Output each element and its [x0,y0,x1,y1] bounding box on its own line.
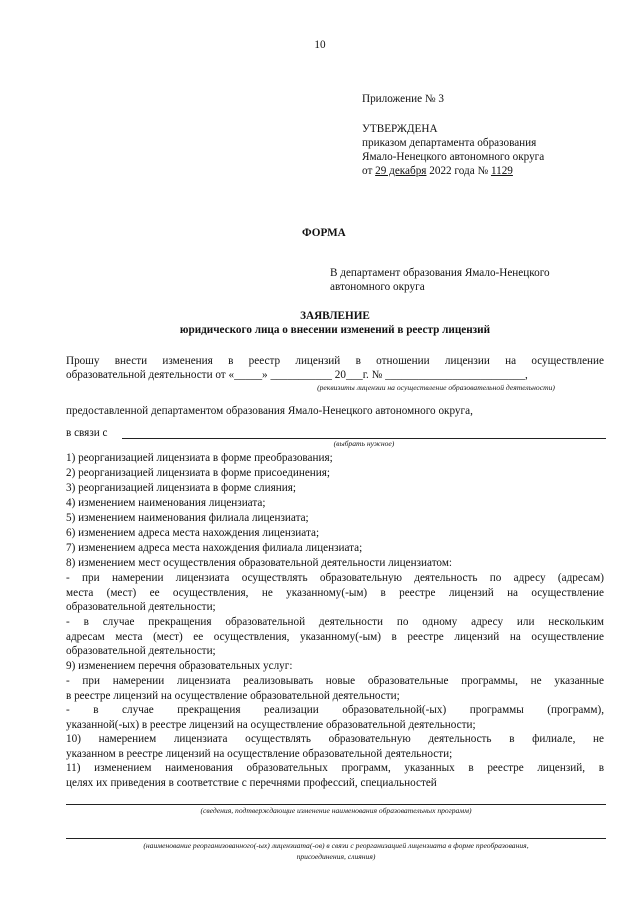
reason-item-10 [66,732,604,761]
approved-label: УТВЕРЖДЕНА [362,123,438,135]
license-day-blank: _____ [234,369,263,381]
subitem-line: - при намерении лицензиата реализовывать новые образовательные программы, не указанные [66,675,604,687]
subitem-line: образовательной деятельности; [66,645,216,658]
subitem-line: адресам места (мест) ее осуществления, указанному(-ым) в реестре лицензий на осуществление [66,630,604,643]
request-line-1: Прошу внести изменения в реестр лицензий в отношении лицензии на осуществление [66,355,604,367]
reason-item-5: 5) изменением наименования филиала лицензиата; [66,512,309,524]
item-line: 10) намерением лицензиата осуществлять образовательную деятельность в филиале, не [66,733,604,745]
reorg-caption-line-2: присоединения, слияния) [296,852,376,861]
reason-item-9-subitem-b [66,703,604,732]
programs-fill-line[interactable] [66,804,606,805]
subitem-line: в реестре лицензий на осуществление образовательной деятельности; [66,689,400,702]
reason-item-3: 3) реорганизацией лицензиата в форме слияния; [66,482,296,494]
due-to-label: в связи с [66,427,108,439]
select-needed-caption: (выбрать нужное) [333,439,395,448]
order-number: 1129 [490,165,513,177]
reason-item-7: 7) изменением адреса места нахождения филиала лицензиата; [66,542,363,554]
request-line-2 [66,368,604,382]
subitem-line: места (мест) ее осуществления, не указанному(-ым) в реестре лицензий на осуществление [66,586,604,599]
programs-caption: (сведения, подтверждающие изменение наименования образовательных программ) [200,806,472,815]
appendix-label: Приложение № 3 [362,93,444,105]
reason-item-2: 2) реорганизацией лицензиата в форме присоединения; [66,467,331,479]
license-details-caption: (реквизиты лицензии на осуществление образовательной деятельности) [317,383,555,392]
subitem-line: - в случае прекращения образовательной деятельности по одному адресу или нескольким [66,616,604,628]
reason-item-11 [66,761,604,790]
request-line-2-start: образовательной деятельности от « [66,369,235,381]
page-number: 10 [314,39,326,51]
reason-item-6: 6) изменением адреса места нахождения лицензиата; [66,527,320,539]
request-line-2-mid: » ___________ 20___г. № [262,369,386,381]
subitem-line: указанной(-ых) в реестре лицензий на осуществление образовательной деятельности; [66,718,476,731]
recipient-line-1: В департамент образования Ямало-Ненецкого [330,267,550,279]
reason-item-8-subitem-a [66,571,604,615]
subitem-line: - в случае прекращения реализации образовательной(-ых) программы (программ), [66,704,604,716]
order-date-line [362,164,513,178]
recipient-line-2: автономного округа [330,281,425,293]
license-number-blank: _________________________, [385,369,528,381]
document-title: ЗАЯВЛЕНИЕ [300,310,370,322]
form-label: ФОРМА [302,227,346,239]
order-date: 29 декабря [375,165,427,177]
subitem-line: образовательной деятельности; [66,601,216,614]
reorg-fill-line[interactable] [66,838,606,839]
item-line: целях их приведения в соответствие с перечнями профессий, специальностей [66,776,437,789]
item-line: 11) изменением наименования образовательных программ, указанных в реестре лицензий, в [66,762,604,774]
provided-by-line: предоставленной департаментом образования Ямало-Ненецкого автономного округа, [66,405,473,417]
order-line-1: приказом департамента образования [362,137,537,149]
reason-item-1: 1) реорганизацией лицензиата в форме преобразования; [66,452,333,464]
reason-item-9-subitem-a [66,674,604,703]
reason-item-4: 4) изменением наименования лицензиата; [66,497,266,509]
item-line: указанном в реестре лицензий на осуществление образовательной деятельности; [66,747,453,760]
reason-item-8: 8) изменением мест осуществления образовательной деятельности лицензиатом: [66,557,453,569]
date-prefix: от [362,165,376,177]
reason-item-9: 9) изменением перечня образовательных услуг: [66,660,293,672]
document-subtitle: юридического лица о внесении изменений в реестр лицензий [179,324,491,336]
order-line-2: Ямало-Ненецкого автономного округа [362,151,545,163]
reorg-caption-line-1: (наименование реорганизованного(-ых) лицензиата(-ов) в связи с реорганизацией лицензиата в форме преобразования, [143,841,529,850]
date-middle: 2022 года № [426,165,491,177]
subitem-line: - при намерении лицензиата осуществлять образовательную деятельность по адресу (адресам) [66,572,604,584]
reason-item-8-subitem-b [66,615,604,659]
